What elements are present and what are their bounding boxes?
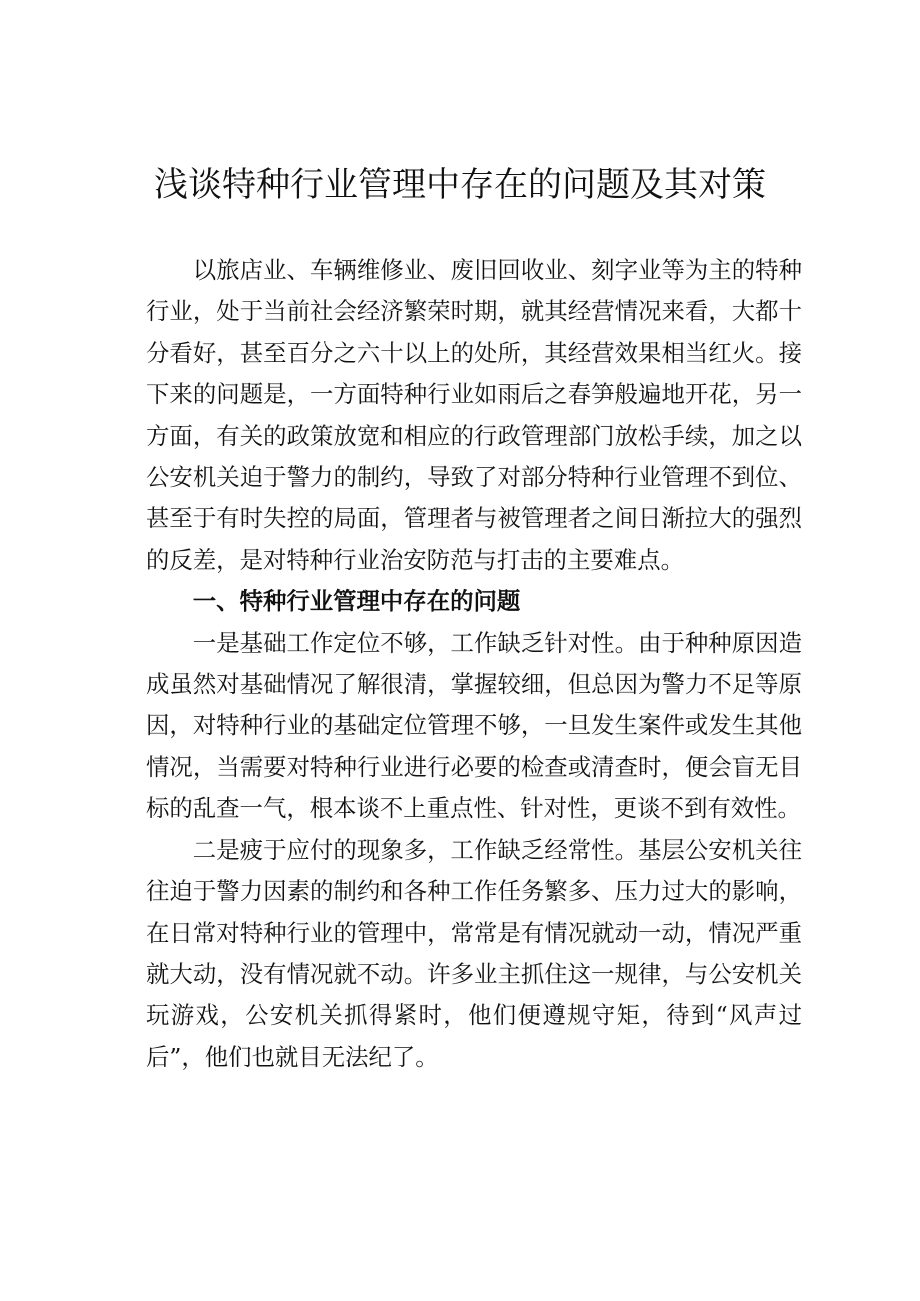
- intro-paragraph: 以旅店业、车辆维修业、废旧回收业、刻字业等为主的特种行业，处于当前社会经济繁荣时期，就其经营情况来看，大都十分看好，甚至百分之六十以上的处所，其经营效果相当红火。接下来的问题是，一方面特种行业如雨后之春笋般遍地开花，另一方面，有关的政策放宽和相应的行政管理部门放松手续，加之以公安机关迫于警力的制约，导致了对部分特种行业管理不到位、甚至于有时失控的局面，管理者与被管理者之间日渐拉大的强烈的反差，是对特种行业治安防范与打击的主要难点。: [146, 256, 802, 574]
- problem-paragraph-2: 二是疲于应付的现象多，工作缺乏经常性。基层公安机关往往迫于警力因素的制约和各种工作任务繁多、压力过大的影响，在日常对特种行业的管理中，常常是有情况就动一动，情况严重就大动，没有情况就不动。许多业主抓住这一规律，与公安机关玩游戏，公安机关抓得紧时，他们便遵规守矩，待到“风声过后”，他们也就目无法纪了。: [146, 835, 802, 1071]
- problem-paragraph-1: 一是基础工作定位不够，工作缺乏针对性。由于种种原因造成虽然对基础情况了解很清，掌握较细，但总因为警力不足等原因，对特种行业的基础定位管理不够，一旦发生案件或发生其他情况，当需要对特种行业进行必要的检查或清查时，便会盲无目标的乱查一气，根本谈不上重点性、针对性，更谈不到有效性。: [146, 628, 802, 823]
- section-heading-problems: 一、特种行业管理中存在的问题: [192, 587, 521, 616]
- document-body: [146, 250, 802, 1078]
- document-title: 浅谈特种行业管理中存在的问题及其对策: [154, 165, 766, 205]
